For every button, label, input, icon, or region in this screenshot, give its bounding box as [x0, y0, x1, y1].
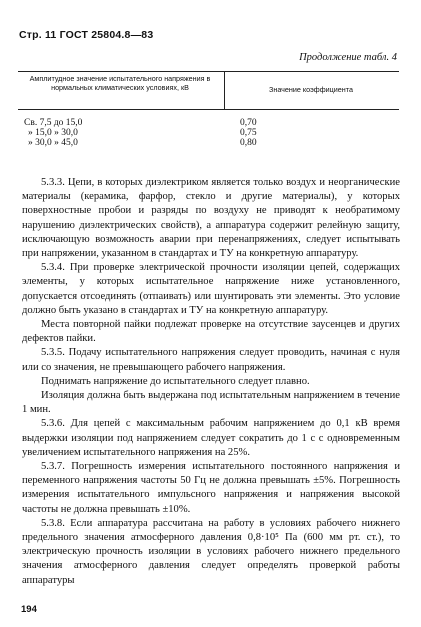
- table-cell-value: 0,80: [240, 138, 257, 148]
- paragraph-5-3-3: 5.3.3. Цепи, в которых диэлектриком является только воздух и неорганические материалы (керамика, фарфор, стекло и другие материалы), у которых поверхностные пробои и разряды по воздуху не приводят к необратимому нарушению диэлектрических свойств), а аппаратура содержит релейную защиту, исключающую возможность аварии при перенапряжениях, следует испытывать при напряжении, указанном в стандартах и ТУ на конкретную аппаратуру.: [22, 177, 400, 260]
- table-continuation-caption: Продолжение табл. 4: [299, 52, 397, 63]
- table-cell-range: » 30,0 » 45,0: [28, 138, 78, 148]
- paragraph-5-3-7: 5.3.7. Погрешность измерения испытательного постоянного напряжения и переменного напряжения частоты 50 Гц не должна превышать ±5%. Погрешность измерения испытательного импульсного напряжения и напряжения высокой частоты не должна превышать ±10%.: [22, 461, 400, 515]
- table-header-coefficient: Значение коэффициента: [269, 85, 353, 94]
- table-header-voltage: Амплитудное значение испытательного напряжения в нормальных климатических условиях, кВ: [29, 74, 211, 92]
- paragraph-solder-check: Места повторной пайки подлежат проверке на отсутствие заусенцев и других дефектов пайки.: [22, 319, 400, 345]
- paragraph-5-3-6: 5.3.6. Для цепей с максимальным рабочим напряжением до 0,1 кВ время выдержки изоляции под напряжением следует сократить до 1 с с одновременным увеличением испытательного напряжения на 25%.: [22, 418, 400, 458]
- table-header-rule: [18, 109, 399, 110]
- body-text: [22, 176, 400, 588]
- table-cell-value: 0,70: [240, 118, 257, 128]
- table-top-rule: [18, 71, 399, 72]
- paragraph-5-3-8: 5.3.8. Если аппаратура рассчитана на работу в условиях рабочего нижнего предельного значения атмосферного давления 0,8·10⁵ Па (600 мм рт. ст.), то электрическую прочность изоляции в условиях рабочего нижнего предельного значения атмосферного давления следует определять проверкой работы аппаратуры: [22, 517, 400, 586]
- paragraph-raise-voltage: Поднимать напряжение до испытательного следует плавно.: [41, 375, 310, 387]
- paragraph-5-3-4: 5.3.4. При проверке электрической прочности изоляции цепей, содержащих элементы, у которых испытательное напряжение ниже установленного, допускается отсоединять (отпаивать) или шунтировать эти элементы. Это условие должно быть указано в стандартах и ТУ на конкретную аппаратуру.: [22, 262, 400, 316]
- table-cell-value: 0,75: [240, 128, 257, 138]
- running-head: Стр. 11 ГОСТ 25804.8—83: [19, 29, 154, 41]
- paragraph-5-3-5: 5.3.5. Подачу испытательного напряжения следует проводить, начиная с нуля или со значения, не превышающего рабочего напряжения.: [22, 347, 400, 373]
- table-cell-range: Св. 7,5 до 15,0: [24, 118, 83, 128]
- table-cell-range: » 15,0 » 30,0: [28, 128, 78, 138]
- page-number: 194: [21, 604, 37, 615]
- table-column-divider: [224, 71, 225, 109]
- paragraph-hold-time: Изоляция должна быть выдержана под испытательным напряжением в течение 1 мин.: [22, 390, 400, 416]
